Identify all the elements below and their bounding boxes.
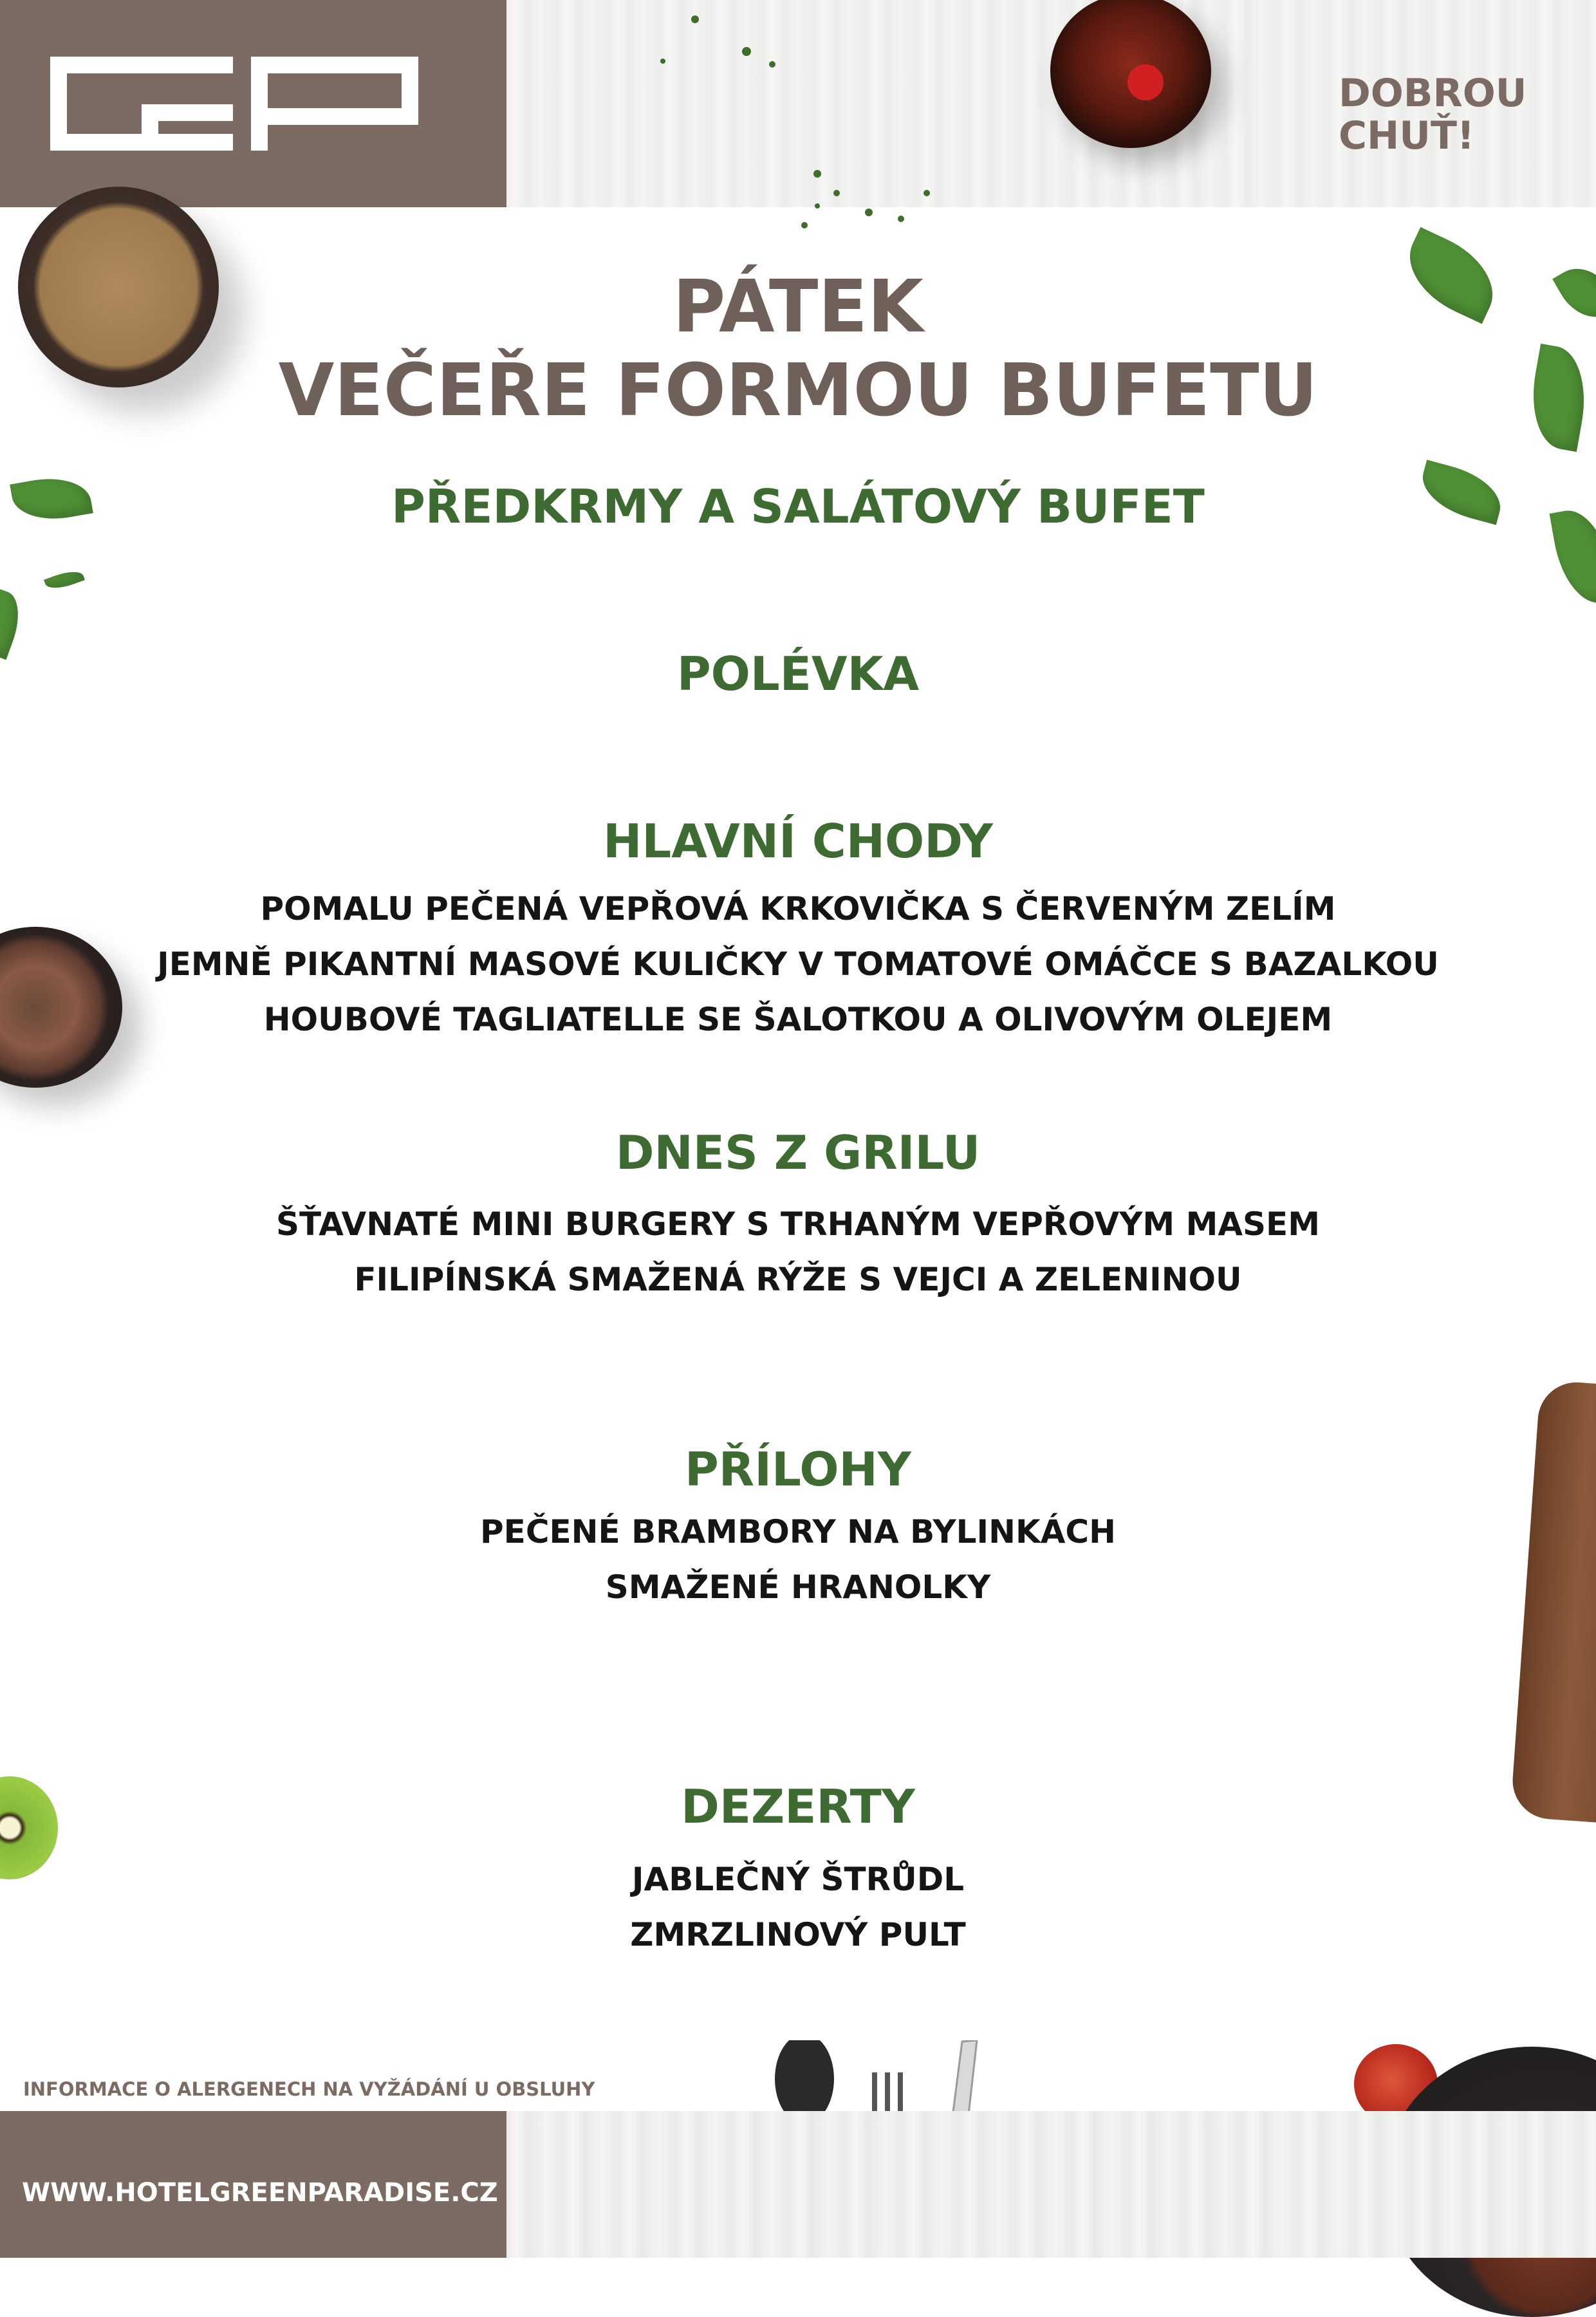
page-title-subtitle: VEČEŘE FORMOU BUFETU	[278, 349, 1318, 433]
allergen-note: INFORMACE O ALERGENECH NA VYŽÁDÁNÍ U OBSLUHY	[23, 2078, 595, 2100]
section-heading: PŘÍLOHY	[685, 1442, 911, 1496]
website-link[interactable]: WWW.HOTELGREENPARADISE.CZ	[22, 2178, 498, 2208]
menu-item: JABLEČNÝ ŠTRŮDL	[631, 1861, 965, 1898]
section-heading: DNES Z GRILU	[615, 1126, 981, 1180]
section-heading: PŘEDKRMY A SALÁTOVÝ BUFET	[391, 479, 1205, 534]
menu-item: FILIPÍNSKÁ SMAŽENÁ RÝŽE S VEJCI A ZELENINOU	[354, 1261, 1242, 1298]
logo-block	[0, 0, 506, 207]
menu-item: ŠŤAVNATÉ MINI BURGERY S TRHANÝM VEPŘOVÝM MASEM	[276, 1205, 1320, 1243]
menu-item: ZMRZLINOVÝ PULT	[630, 1916, 966, 1953]
basil-leaf-icon	[44, 566, 85, 593]
menu-item: POMALU PEČENÁ VEPŘOVÁ KRKOVIČKA S ČERVENÝM ZELÍM	[260, 890, 1336, 927]
cola-glass-icon	[1050, 0, 1211, 148]
section-heading: DEZERTY	[681, 1780, 915, 1834]
footer-wood-background	[506, 2111, 1596, 2258]
menu-item: SMAŽENÉ HRANOLKY	[605, 1568, 991, 1606]
herb-flakes-icon	[644, 0, 952, 245]
menu-item: PEČENÉ BRAMBORY NA BYLINKÁCH	[480, 1513, 1116, 1550]
section-heading: POLÉVKA	[676, 647, 920, 701]
greeting-text: DOBROU CHUŤ!	[1339, 71, 1527, 158]
section-heading: HLAVNÍ CHODY	[603, 814, 993, 868]
page-title-day: PÁTEK	[673, 265, 923, 349]
menu-item: JEMNĚ PIKANTNÍ MASOVÉ KULIČKY V TOMATOVÉ OMÁČCE S BAZALKOU	[157, 945, 1439, 983]
menu-item: HOUBOVÉ TAGLIATELLE SE ŠALOTKOU A OLIVOVÝM OLEJEM	[263, 1001, 1333, 1038]
